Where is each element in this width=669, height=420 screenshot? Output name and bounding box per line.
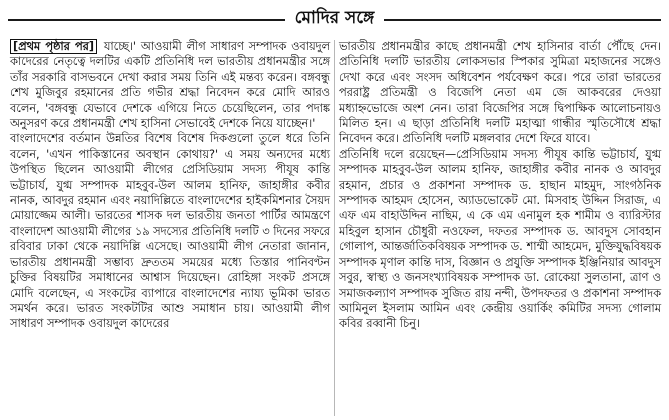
jump-label: [প্রথম পৃষ্ঠার পর] [10,39,97,54]
article-paragraph: ভারতীয় প্রধানমন্ত্রীর কাছে প্রধানমন্ত্রী শেখ হাসিনার বার্তা পৌঁছে দেন। প্রতিনিধি দলটি ভারতীয় লোকসভার স্পিকার সুমিত্রা মহাজনের সঙ্গেও দেখা করে এবং সংসদ অধিবেশন পর্যবেক্ষণ করে। পরে তারা ভারতের পররাষ্ট্র প্রতিমন্ত্রী ও বিজেপি নেতা এম জে আকবরের দেওয়া মধ্যাহ্নভোজে অংশ নেন। তারা বিজেপির সঙ্গে দ্বিপাক্ষিক আলোচনায়ও মিলিত হন। এ ছাড়া প্রতিনিধি দলটি মহাত্মা গান্ধীর স্মৃতিসৌধে শ্রদ্ধা নিবেদন করে। প্রতিনিধি দলটি মঙ্গলবার দেশে ফিরে যাবে। [339,40,661,146]
headline-bar [0,6,669,30]
paragraph-text: যাচ্ছে।' আওয়ামী লীগ সাধারণ সম্পাদক ওবায়দুল কাদেরের নেতৃত্বে দলটির একটি প্রতিনিধি দল ভারতীয় প্রধানমন্ত্রীর সঙ্গে তাঁর সরকারি বাসভবনে দেখা করার সময় তিনি এই মন্তব্য করেন। বঙ্গবন্ধু শেখ মুজিবুর রহমানের প্রতি গভীর শ্রদ্ধা নিবেদন করে মোদি আরও বলেন, 'বঙ্গবন্ধু যেভাবে দেশকে এগিয়ে নিতে চেয়েছিলেন, তার পদাঙ্ক অনুসরণ করে প্রধানমন্ত্রী শেখ হাসিনা সেভাবেই দেশকে নিয়ে যাচ্ছেন।' [10,40,331,131]
article-paragraph: বাংলাদেশের বর্তমান উন্নতির বিশেষ বিশেষ দিকগুলো তুলে ধরে তিনি বলেন, 'এখন পাকিস্তানের অবস্থান কোথায়?' এ সময় অন্যদের মধ্যে উপস্থিত ছিলেন আওয়ামী লীগের প্রেসিডিয়াম সদস্য পীযূষ কান্তি ভট্টাচার্য, যুগ্ম সম্পাদক মাহবুব-উল আলম হানিফ, জাহাঙ্গীর কবীর নানক, আবদুর রহমান এবং নয়াদিল্লিতে বাংলাদেশের হাইকমিশনার সৈয়দ মোয়াজ্জেম আলী। ভারতের শাসক দল ভারতীয় জনতা পার্টির আমন্ত্রণে বাংলাদেশ আওয়ামী লীগের ১৯ সদস্যের প্রতিনিধি দলটি ৩ দিনের সফরে রবিবার ঢাকা থেকে নয়াদিল্লি এসেছে। আওয়ামী লীগ নেতারা জানান, ভারতীয় প্রধানমন্ত্রী সম্ভাব্য দ্রুততম সময়ের মধ্যে তিস্তার পানিবণ্টন চুক্তির বিষয়টির সমাধানের আশ্বাস দিয়েছেন। রোহিঙ্গা সংকট প্রসঙ্গে মোদি বলেছেন, এ সংকটের ব্যাপারে বাংলাদেশের ন্যায্য ভূমিকা ভারত সমর্থন করে। ভারত সংকটটির আশু সমাধান চায়। আওয়ামী লীগ সাধারণ সম্পাদক ওবায়দুল কাদেরের [10,132,330,331]
right-column [339,39,661,332]
column-divider [334,40,335,416]
article-paragraph [10,39,330,131]
article-paragraph: প্রতিনিধি দলে রয়েছেন—প্রেসিডিয়াম সদস্য পীযূষ কান্তি ভট্টাচার্য, যুগ্ম সম্পাদক মাহবুব-উল আলম হানিফ, জাহাঙ্গীর কবীর নানক ও আবদুর রহমান, প্রচার ও প্রকাশনা সম্পাদক ড. হাছান মাহমুদ, সাংগঠনিক সম্পাদক আহমদ হোসেন, অ্যাডভোকেট মো. মিসবাহ উদ্দিন সিরাজ, এ এফ এম বাহাউদ্দিন নাছিম, এ কে এম এনামুল হক শামীম ও ব্যারিস্টার মহিবুল হাসান চৌধুরী নওফেল, দফতর সম্পাদক ড. আবদুস সোবহান গোলাপ, আন্তর্জাতিকবিষয়ক সম্পাদক ড. শাম্মী আহমেদ, মুক্তিযুদ্ধবিষয়ক সম্পাদক মৃণাল কান্তি দাস, বিজ্ঞান ও প্রযুক্তি সম্পাদক ইঞ্জিনিয়ার আবদুস সবুর, স্বাস্থ্য ও জনসংখ্যাবিষয়ক সম্পাদক ডা. রোকেয়া সুলতানা, ত্রাণ ও সমাজকল্যাণ সম্পাদক সুজিত রায় নন্দী, উপদফতর ও প্রকাশনা সম্পাদক আমিনুল ইসলাম আমিন এবং কেন্দ্রীয় ওয়ার্কিং কমিটির সদস্য গোলাম কবির রব্বানী চিনু। [339,147,661,331]
headline-text: মোদির সঙ্গে [285,6,385,30]
left-column [10,39,330,332]
